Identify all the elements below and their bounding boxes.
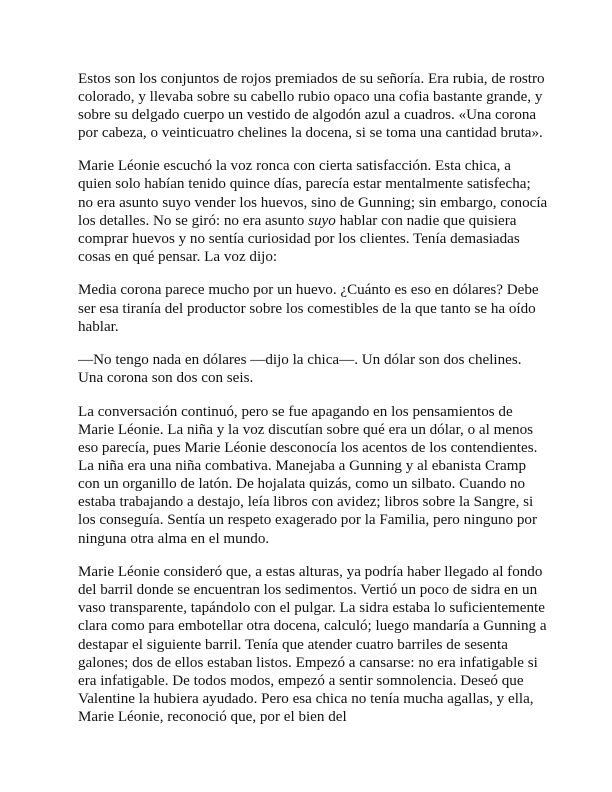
- paragraph-2-text-before: Marie Léonie escuchó la voz ronca con cierta satisfacción. Esta chica, a quien solo habían tenido quince días, parecía estar mentalmente satisfecha; no era asunto suyo vender los huevos, sino de Gunning; sin embargo, conocía los detalles. No se giró: no era asunto: [78, 158, 548, 229]
- paragraph-2-text-after: hablar con nadie que quisiera comprar huevos y no sentía curiosidad por los clientes. Tenía demasiadas cosas en qué pensar. La voz dijo:: [78, 212, 520, 265]
- paragraph-2: [78, 157, 548, 266]
- emphasis-word: suyo: [308, 212, 336, 229]
- paragraph-5: La conversación continuó, pero se fue apagando en los pensamientos de Marie Léonie. La niña y la voz discutían sobre qué era un dólar, o al menos eso parecía, pues Marie Léonie desconocía los acentos de los contendientes. La niña era una niña combativa. Manejaba a Gunning y al ebanista Cramp con un organillo de latón. De hojalata quizás, como un silbato. Cuando no estaba trabajando a destajo, leía libros con avidez; libros sobre la Sangre, si los conseguía. Sentía un respeto exagerado por la Familia, pero ninguno por ninguna otra alma en el mundo.: [78, 403, 538, 547]
- paragraph-3: Media corona parece mucho por un huevo. ¿Cuánto es eso en dólares? Debe ser esa tiranía del productor sobre los comestibles de la que tanto se ha oído hablar.: [78, 282, 539, 335]
- paragraph-1: Estos son los conjuntos de rojos premiados de su señoría. Era rubia, de rostro colorado, y llevaba sobre su cabello rubio opaco una cofia bastante grande, y sobre su delgado cuerpo un vestido de algodón azul a cuadros. «Una corona por cabeza, o veinticuatro chelines la docena, si se toma una cantidad bruta».: [78, 71, 545, 142]
- document-page: [78, 70, 548, 742]
- paragraph-6: Marie Léonie consideró que, a estas alturas, ya podría haber llegado al fondo del barril donde se encuentran los sedimentos. Vertió un poco de sidra en un vaso transparente, tapándolo con el pulgar. La sidra estaba lo suficientemente clara como para embotellar otra docena, calculó; luego mandaría a Gunning a destapar el siguiente barril. Tenía que atender cuatro barriles de sesenta galones; dos de ellos estaban listos. Empezó a cansarse: no era infatigable si era infatigable. De todos modos, empezó a sentir somnolencia. Deseó que Valentine la hubiera ayudado. Pero esa chica no tenía mucha agallas, y ella, Marie Léonie, reconoció que, por el bien del: [78, 564, 547, 725]
- paragraph-4: —No tengo nada en dólares —dijo la chica—. Un dólar son dos chelines. Una corona son dos con seis.: [78, 352, 522, 387]
